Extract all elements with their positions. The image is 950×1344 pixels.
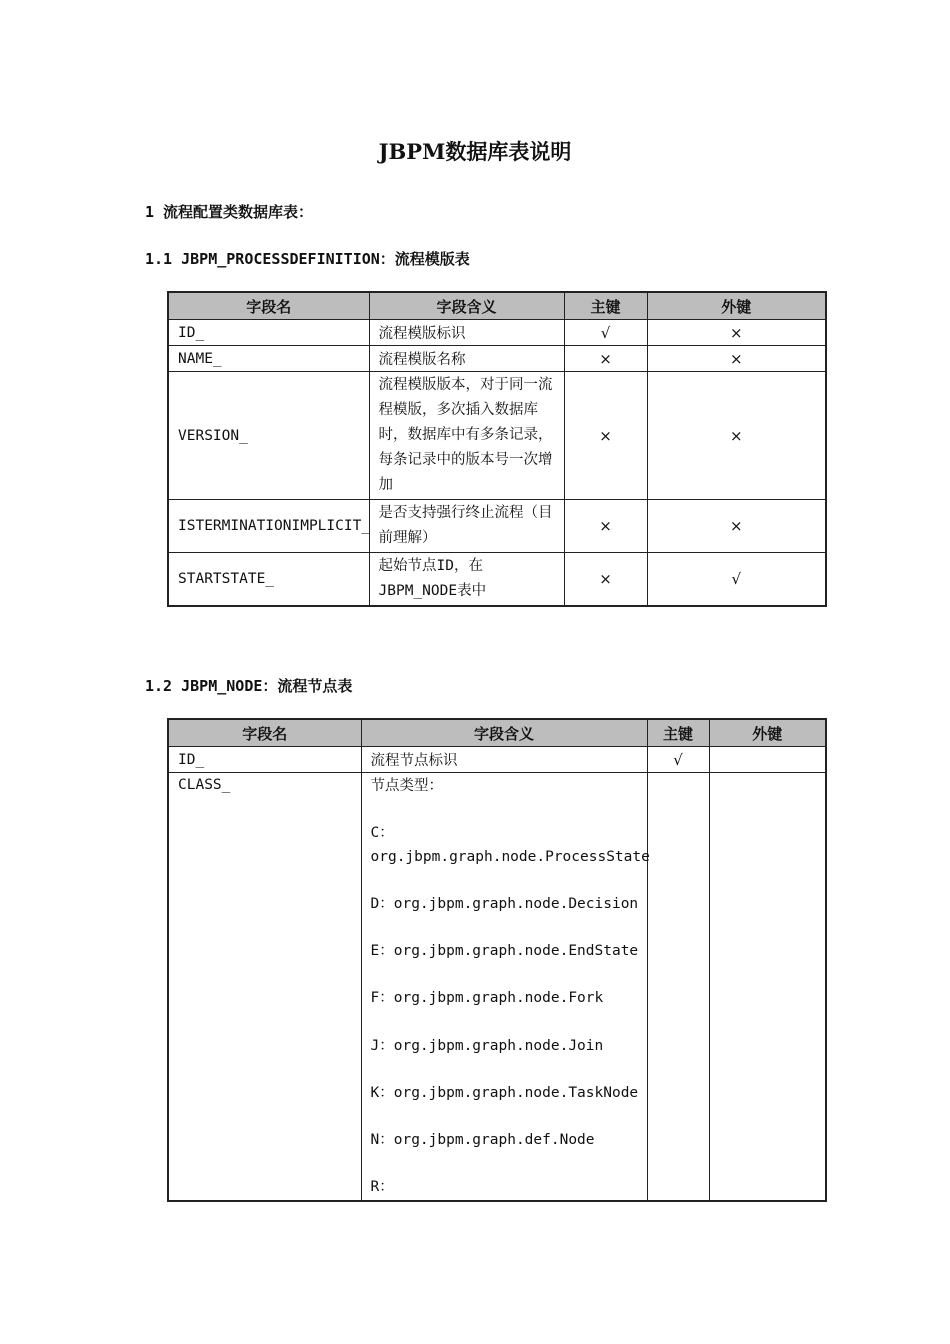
page-title: JBPM数据库表说明: [378, 139, 572, 164]
primary-key-mark: √: [647, 747, 709, 773]
process-definition-table: [167, 291, 827, 607]
primary-key-mark: [647, 773, 709, 1201]
foreign-key-mark: ×: [647, 320, 826, 346]
field-name: ID_: [168, 747, 361, 773]
blank-line: [371, 1153, 638, 1177]
foreign-key-mark: ×: [647, 372, 826, 500]
primary-key-mark: ×: [564, 346, 647, 372]
node-type-line: F：org.jbpm.graph.node.Fork: [370, 990, 604, 1007]
blank-line: [371, 799, 638, 823]
header-field-meaning: 字段含义: [361, 719, 647, 747]
node-type-line: 节点类型：: [370, 778, 443, 794]
header-field-name: 字段名: [168, 719, 361, 747]
section-heading-1-1: 1.1 JBPM_PROCESSDEFINITION：流程模版表: [145, 250, 470, 268]
table-row: [168, 320, 826, 346]
blank-line: [371, 1105, 638, 1129]
foreign-key-mark: [709, 747, 826, 773]
header-primary-key: 主键: [564, 292, 647, 320]
table-row: [168, 773, 826, 1201]
field-name: CLASS_: [168, 773, 361, 1201]
field-name: VERSION_: [168, 372, 369, 500]
field-meaning: 起始节点ID，在JBPM_NODE表中: [369, 553, 564, 607]
header-foreign-key: 外键: [709, 719, 826, 747]
table-row: [168, 747, 826, 773]
field-meaning: 流程模版名称: [369, 346, 564, 372]
foreign-key-mark: ×: [647, 346, 826, 372]
foreign-key-mark: √: [647, 553, 826, 607]
blank-line: [371, 964, 638, 988]
foreign-key-mark: ×: [647, 500, 826, 553]
blank-line: [371, 1011, 638, 1035]
header-foreign-key: 外键: [647, 292, 826, 320]
foreign-key-mark: [709, 773, 826, 1201]
blank-line: [371, 917, 638, 941]
table-row: [168, 500, 826, 553]
header-primary-key: 主键: [647, 719, 709, 747]
blank-line: [371, 869, 638, 893]
primary-key-mark: √: [564, 320, 647, 346]
section-heading-1-2: 1.2 JBPM_NODE：流程节点表: [145, 677, 353, 695]
primary-key-mark: ×: [564, 500, 647, 553]
field-meaning: 是否支持强行终止流程（目前理解）: [369, 500, 564, 553]
table-header-row: [168, 292, 826, 320]
field-meaning: [361, 773, 650, 1201]
section-heading-1: 1 流程配置类数据库表：: [145, 203, 314, 221]
table-row: [168, 372, 826, 500]
node-type-line: J：org.jbpm.graph.node.Join: [370, 1037, 604, 1054]
field-name: STARTSTATE_: [168, 553, 369, 607]
blank-line: [371, 1058, 638, 1082]
field-name: NAME_: [168, 346, 369, 372]
node-type-list: [370, 773, 650, 1200]
node-type-line: org.jbpm.graph.node.ProcessState: [370, 848, 650, 865]
field-name: ISTERMINATIONIMPLICIT_: [168, 500, 369, 553]
node-type-line: N：org.jbpm.graph.def.Node: [370, 1131, 595, 1148]
node-type-line: R：: [370, 1179, 394, 1196]
table-row: [168, 553, 826, 607]
field-meaning: 流程模版标识: [369, 320, 564, 346]
node-type-line: E：org.jbpm.graph.node.EndState: [370, 943, 639, 960]
node-type-line: K：org.jbpm.graph.node.TaskNode: [370, 1084, 639, 1101]
primary-key-mark: ×: [564, 372, 647, 500]
table-row: [168, 346, 826, 372]
primary-key-mark: ×: [564, 553, 647, 607]
header-field-name: 字段名: [168, 292, 369, 320]
table-header-row: [168, 719, 826, 747]
node-table: [167, 718, 827, 1202]
header-field-meaning: 字段含义: [369, 292, 564, 320]
field-meaning: 流程节点标识: [361, 747, 647, 773]
node-type-line: D：org.jbpm.graph.node.Decision: [370, 895, 639, 912]
node-type-line: C：: [370, 825, 394, 842]
field-name: ID_: [168, 320, 369, 346]
field-meaning: 流程模版版本，对于同一流程模版，多次插入数据库时，数据库中有多条记录，每条记录中的版本号一次增加: [369, 372, 564, 500]
